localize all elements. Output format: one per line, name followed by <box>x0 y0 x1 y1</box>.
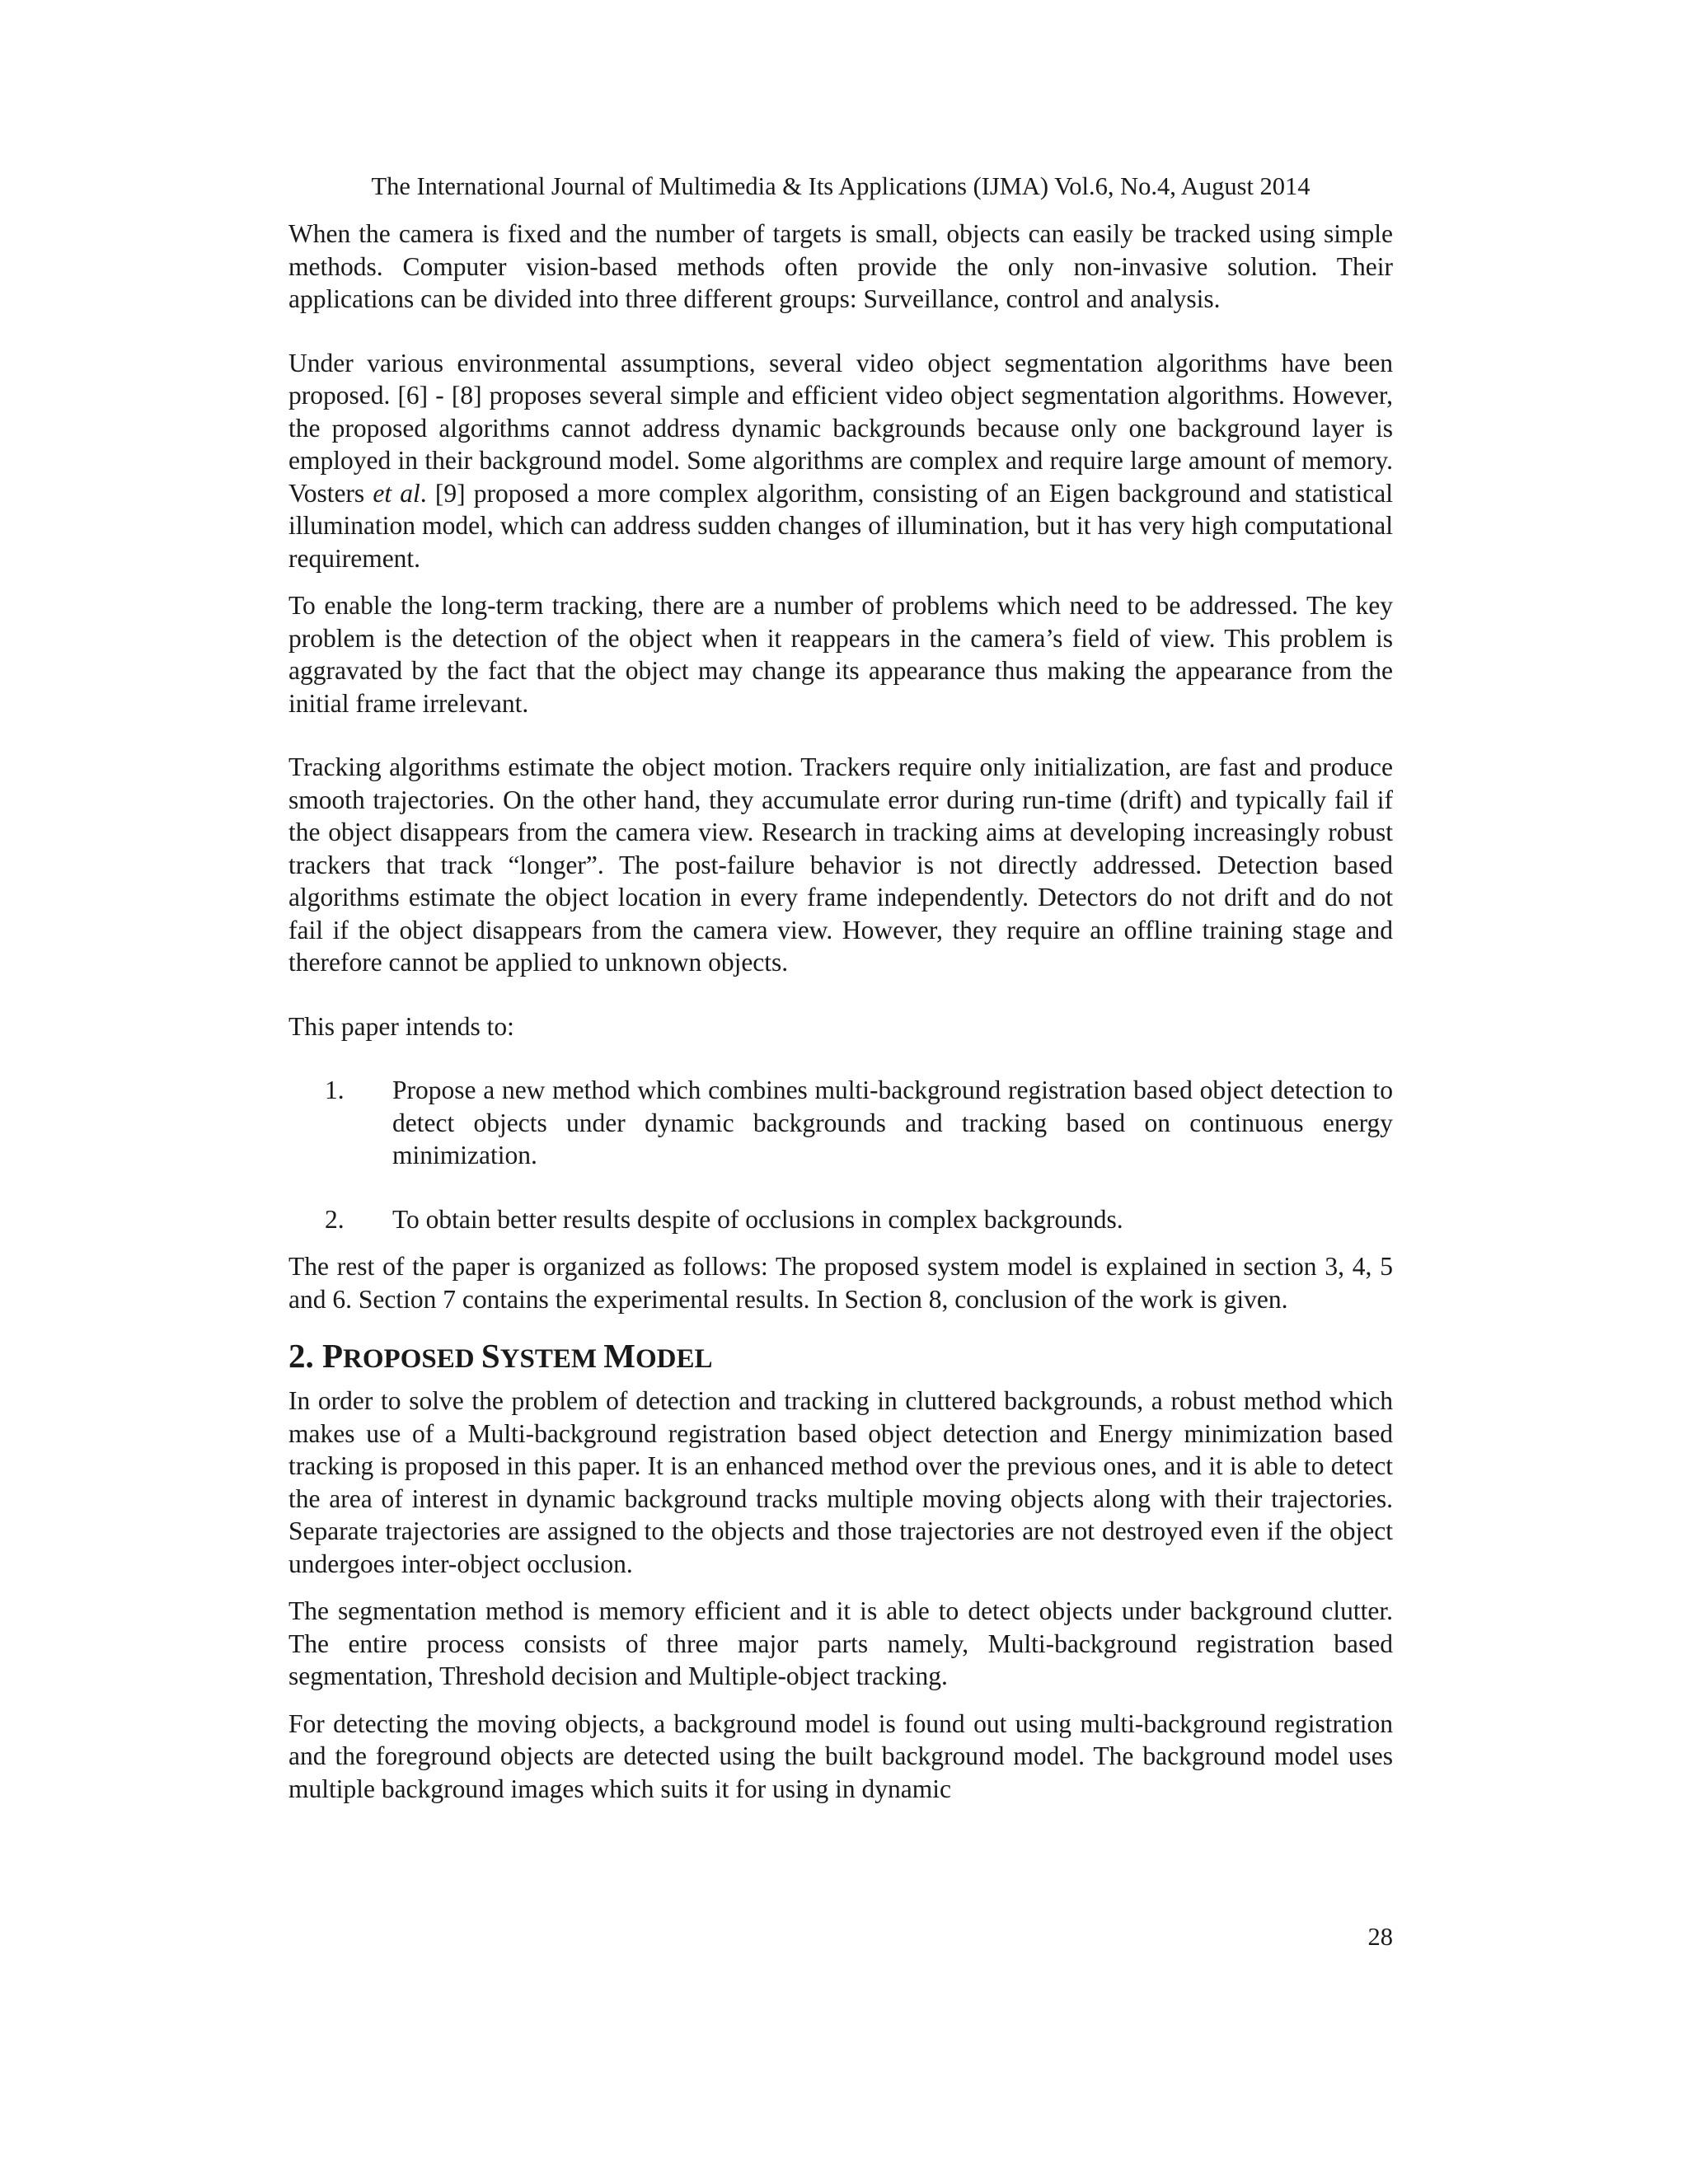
paragraph-gap <box>288 1043 1393 1074</box>
section-number: 2. <box>288 1337 322 1375</box>
section-title-small-caps: YSTEM <box>499 1344 604 1374</box>
paragraph-paper-organization: The rest of the paper is organized as follows: The proposed system model is explained in section 3, 4, 5 and 6. Section 7 contains the experimental results. In Section 8, conclusion of the work is given. <box>288 1252 1393 1314</box>
paragraph-gap <box>288 1580 1393 1595</box>
paragraph-paper-intends: This paper intends to: <box>288 1011 514 1041</box>
paragraph-text: . [9] proposed a more complex algorithm, consisting of an Eigen background and statistical illumination model, which can address sudden changes of illumination, but it has very high computational requirement. <box>288 478 1393 573</box>
paragraph-gap <box>288 316 1393 347</box>
section-title-cap: M <box>603 1337 635 1375</box>
paragraph-tracking-algorithms: Tracking algorithms estimate the object motion. Trackers require only initialization, are fast and produce smooth trajectories. On the other hand, they accumulate error during run-time (drift) and typically fail if the object disappears from the camera view. Research in tracking aims at developing increasingly robust trackers that track “longer”. The post-failure behavior is not directly addressed. Detection based algorithms estimate the object location in every frame independently. Detectors do not drift and do not fail if the object disappears from the camera view. However, they require an offline training stage and therefore cannot be applied to unknown objects. <box>288 752 1393 977</box>
paragraph-gap <box>288 1693 1393 1708</box>
page-number: 28 <box>1367 1923 1393 1951</box>
paragraph-moving-objects: For detecting the moving objects, a background model is found out using multi-background registration and the foreground objects are detected using the built background model. The background model uses multiple background images which suits it for using in dynamic <box>288 1708 1393 1803</box>
paragraph-long-term-tracking: To enable the long-term tracking, there are a number of problems which need to be addressed. The key problem is the detection of the object when it reappears in the camera’s field of view. This problem is aggravated by the fact that the object may change its appearance thus making the appearance from the initial frame irrelevant. <box>288 591 1393 718</box>
section-heading <box>288 1330 1393 1385</box>
list-gap <box>288 1172 1393 1203</box>
paragraph-segmentation-method: The segmentation method is memory efficient and it is able to detect objects under background clutter. The entire process consists of three major parts namely, Multi-background registration based segmentation, Threshold decision and Multiple-object tracking. <box>288 1596 1393 1690</box>
italic-et-al: et al <box>373 478 420 508</box>
list-item-number: 1. <box>325 1076 345 1104</box>
paragraph-gap <box>288 719 1393 751</box>
running-header: The International Journal of Multimedia & Its Applications (IJMA) Vol.6, No.4, August 2014 <box>371 172 1311 200</box>
list-item-text: To obtain better results despite of occlusions in complex backgrounds. <box>392 1204 1123 1234</box>
section-title-small-caps: ROPOSED <box>343 1344 481 1374</box>
paragraph-gap <box>288 574 1393 589</box>
paragraph-text: Under various environmental assumptions, several video object segmentation algorithms have been proposed. [6] - [8] proposes several simple and efficient video object segmentation algorithms. However, the proposed algorithms cannot address dynamic backgrounds because only one background layer is employed in their background model. Some algorithms are complex and require large amount of memory. Vosters <box>288 348 1393 508</box>
list-item <box>288 1203 1393 1236</box>
list-item-text: Propose a new method which combines multi-background registration based object detection to detect objects under dynamic backgrounds and tracking based on continuous energy minimization. <box>392 1076 1393 1169</box>
body-text <box>288 218 1393 1805</box>
section-title-cap: S <box>481 1337 500 1375</box>
list-item <box>288 1074 1393 1172</box>
contributions-list <box>288 1074 1393 1235</box>
section-title-cap: P <box>322 1337 344 1375</box>
paragraph-segmentation-algorithms <box>288 347 1393 575</box>
paragraph-gap <box>288 1235 1393 1250</box>
paragraph-gap <box>288 1315 1393 1330</box>
paragraph-camera-tracking: When the camera is fixed and the number of targets is small, objects can easily be tracked using simple methods. Computer vision-based methods often provide the only non-invasive solution. Their applications can be divided into three different groups: Surveillance, control and analysis. <box>288 219 1393 313</box>
paragraph-gap <box>288 979 1393 1010</box>
list-item-number: 2. <box>325 1204 345 1234</box>
section-title-small-caps: ODEL <box>635 1344 713 1374</box>
paragraph-proposed-method: In order to solve the problem of detection and tracking in cluttered backgrounds, a robust method which makes use of a Multi-background registration based object detection and Energy minimization based tracking is proposed in this paper. It is an enhanced method over the previous ones, and it is able to detect the area of interest in dynamic background tracks multiple moving objects along with their trajectories. Separate trajectories are assigned to the objects and those trajectories are not destroyed even if the object undergoes inter-object occlusion. <box>288 1386 1393 1578</box>
